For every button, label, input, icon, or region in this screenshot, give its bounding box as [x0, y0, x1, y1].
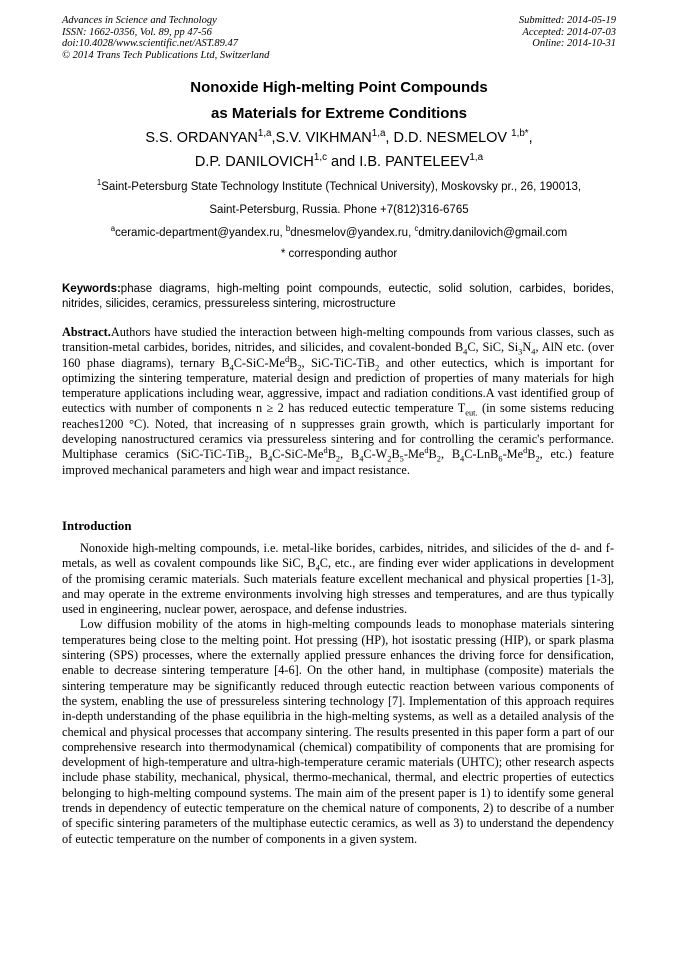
subscript: 4	[268, 454, 273, 464]
abstract-text: -Me	[502, 447, 524, 462]
email-sup: a	[110, 224, 116, 234]
author-affil-sup: 1,c	[313, 152, 328, 164]
abstract-text: N	[522, 340, 532, 355]
abstract-text: , B	[440, 447, 461, 462]
journal-issn: ISSN: 1662-0356, Vol. 89, pp 47-56	[62, 26, 212, 38]
abstract-text: C-SiC-Me	[272, 447, 324, 462]
author-affil-sup: 1,a	[469, 152, 484, 164]
submission-dates	[519, 15, 616, 50]
paragraph-text: Nonoxide high-melting compounds, i.e. metal-like borides, carbides, nitrides, and silicides of the d- and f-metals, as well as covalent compounds like SiC, B	[62, 541, 614, 571]
abstract-text: C-W	[363, 447, 388, 462]
email-b[interactable]: dnesmelov@yandex.ru,	[290, 227, 412, 239]
author-name: D.P. DANILOVICH	[194, 154, 314, 170]
subscript: 4	[460, 454, 465, 464]
online-date: Online: 2014-10-31	[532, 38, 616, 50]
submitted-date: Submitted: 2014-05-19	[518, 15, 616, 26]
subscript: 4	[229, 363, 234, 373]
journal-name: Advances in Science and Technology	[62, 15, 217, 26]
superscript: d	[424, 446, 429, 456]
author-name: I.B. PANTELEEV	[359, 154, 470, 170]
email-c[interactable]: dmitry.danilovich@gmail.com	[418, 227, 568, 239]
author-affil-sup: 1,b*	[511, 128, 529, 140]
abstract-text: B	[327, 447, 336, 462]
affiliation-number: 1	[96, 178, 102, 188]
accepted-date: Accepted: 2014-07-03	[522, 26, 616, 38]
subscript: eut.	[465, 408, 478, 418]
superscript: d	[523, 446, 528, 456]
affiliation-line-2: Saint-Petersburg, Russia. Phone +7(812)316-6765	[209, 204, 469, 216]
journal-copyright: © 2014 Trans Tech Publications Ltd, Switzerland	[62, 49, 270, 61]
subscript: 6	[498, 454, 503, 464]
abstract-text: B	[289, 355, 298, 370]
keywords-section	[62, 282, 614, 312]
abstract-text: , SiC-TiC-TiB	[301, 355, 376, 370]
intro-paragraph-2: Low diffusion mobility of the atoms in high-melting compounds leads to monophase materials sintering temperatures being close to the melting point. Hot pressing (HP), hot isostatic pressing (HIP), or spark plasma sintering (SPS) processes, where the externally applied pressure enhances the driving force for densification, enable to decrease sintering temperature [4-6]. On the other hand, in multiphase (composite) materials the sintering temperature may be significantly reduced through eutectic reaction between various components of the system, enabling the use of pressureless sintering technology [7]. Implementation of this approach requires in-depth understanding of the phase equilibria in the high-melting systems, as well as a detailed analysis of the chemical and physical processes that accompany sintering. The results presented in this paper form a part of our comprehensive research into thermodynamical (chemical) compatibility of components that are promising for development of high-temperature and ultra-high-temperature ceramic materials (UHTC); other research aspects include phase stability, mechanical, physical, thermo-mechanical, thermal, and electric properties of eutectics belonging to high-melting compound systems. The main aim of the present paper is 1) to identify some general trends in dependency of eutectic temperature on the chemical nature of components, 2) to describe of a number of specific sintering parameters of the multiphase eutectic ceramics, as well as 3) to understand the dependency of eutectic temperature on the number of components in a given system.	[62, 617, 614, 846]
author-conjunction: and	[331, 154, 356, 170]
abstract-text: , AlN etc. (over 160 phase diagrams), ternary B	[62, 340, 614, 370]
subscript: 2	[297, 363, 302, 373]
subscript: 4	[359, 454, 364, 464]
email-a[interactable]: ceramic-department@yandex.ru,	[115, 227, 283, 239]
keywords-label: Keywords:	[62, 283, 121, 295]
email-sup: b	[285, 224, 291, 234]
abstract-text: C-LnB	[464, 447, 499, 462]
abstract-text: B	[391, 447, 400, 462]
author-name: D.D. NESMELOV	[393, 130, 508, 146]
subscript: 4	[463, 347, 468, 357]
paragraph-text: C, etc., are finding ever wider applications in development of the promising ceramic materials. Such materials feature excellent mechanical and physical properties [1-3], and may operate in the extreme environments involving high stresses and temperatures, and are thus typically used in engineering, nuclear power, aerospace, and defense industries.	[62, 556, 614, 617]
abstract-text: B	[428, 447, 437, 462]
subscript: 2	[535, 454, 540, 464]
abstract-text: B	[527, 447, 536, 462]
affiliation-text: Saint-Petersburg State Technology Institute (Technical University), Moskovsky pr., 26, 190013,	[101, 181, 582, 193]
subscript: 2	[375, 363, 380, 373]
email-sup: c	[414, 224, 419, 234]
corresponding-author-note: * corresponding author	[280, 248, 398, 260]
subscript: 5	[399, 454, 404, 464]
subscript: 2	[387, 454, 392, 464]
introduction-heading: Introduction	[62, 519, 132, 533]
abstract-text: and other eutectics, which is important for optimizing the sintering temperature, material design and prediction of properties of many materials for high temperature applications including wear, aggressive, impact and radiation conditions.A vast identified group of eutectics with number of components n ≥ 2 has reduced eutectic temperature T	[62, 355, 614, 416]
affiliation-line-1	[0, 178, 678, 193]
abstract-text: (in some sistems reducing reaches1200 °C). Noted, that increasing of n suppresses grain growth, which is particularly important for developing nanostructured ceramics via pressureless sintering and for controlling the ceramic's performance. Multiphase ceramics (SiC-TiC-TiB	[62, 401, 614, 462]
abstract-text: C-SiC-Me	[233, 355, 285, 370]
abstract-text: , etc.) feature improved mechanical parameters and high wear and impact resistance.	[62, 447, 614, 477]
abstract-text: , B	[340, 447, 360, 462]
superscript: d	[323, 446, 328, 456]
intro-paragraph-1	[62, 541, 614, 617]
subscript: 3	[518, 347, 523, 357]
subscript: 4	[531, 347, 536, 357]
superscript: d	[284, 354, 290, 364]
paper-title-line-1: Nonoxide High-melting Point Compounds	[190, 79, 488, 96]
email-line	[0, 224, 678, 239]
keywords-text: phase diagrams, high-melting point compounds, eutectic, solid solution, carbides, borides, nitrides, silicides, ceramics, pressureless sintering, microstructure	[62, 283, 614, 310]
author-list-line-2	[0, 154, 678, 170]
subscript: 2	[436, 454, 441, 464]
abstract-label: Abstract.	[62, 325, 111, 339]
subscript: 2	[335, 454, 341, 464]
abstract-text: , B	[248, 447, 269, 462]
author-list-line-1: S.S. ORDANYAN$^{1,a}$,S.V. VIKHMAN$^{1,a}$, D.D. NESMELOV $^{1,b*}$,	[145, 128, 533, 146]
paper-title-line-2: as Materials for Extreme Conditions	[211, 105, 467, 122]
author-affil-sup: 1,a	[257, 128, 272, 140]
journal-doi[interactable]: doi:10.4028/www.scientific.net/AST.89.47	[62, 38, 239, 50]
abstract-text: Authors have studied the interaction between high-melting compounds from various classes, such as transition-metal carbides, borides, nitrides, and silicides, and covalent-bonded B	[62, 325, 614, 355]
subscript: 2	[244, 454, 249, 464]
introduction-body	[62, 541, 614, 847]
abstract-text: C, SiC, Si	[467, 340, 519, 355]
author-affil-sup: 1,a	[371, 128, 386, 140]
abstract-section	[62, 325, 614, 478]
author-name: S.V. VIKHMAN	[275, 130, 372, 146]
abstract-text: -Me	[403, 447, 425, 462]
author-name: S.S. ORDANYAN	[145, 130, 258, 146]
subscript: 4	[315, 563, 320, 573]
journal-info	[62, 15, 269, 61]
